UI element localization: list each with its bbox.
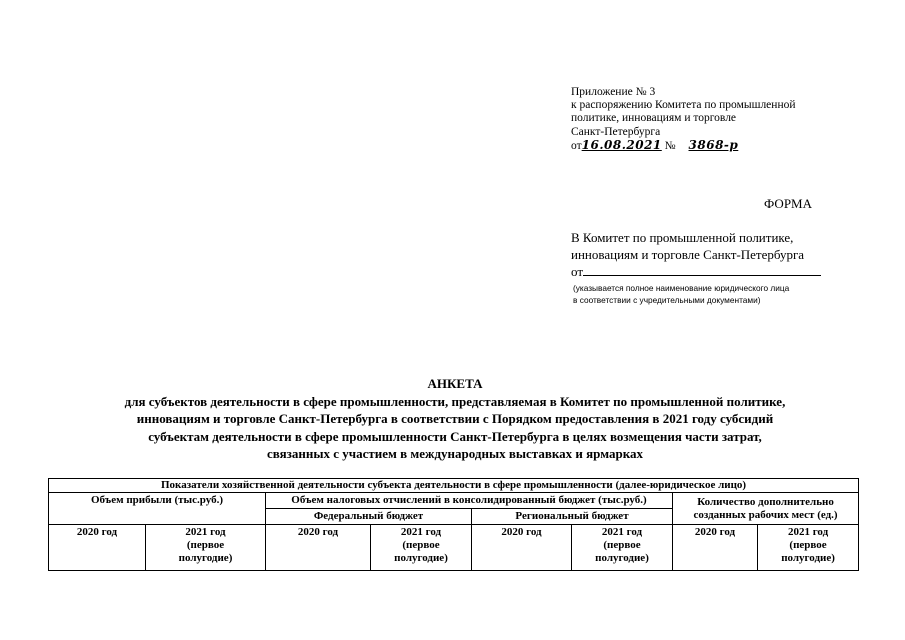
profit-2021 xyxy=(146,525,266,571)
half-year-label: полугодие) xyxy=(394,552,448,564)
appendix-block xyxy=(571,86,796,153)
year-2021-label: 2021 год xyxy=(787,526,829,538)
half-year-label: (первое xyxy=(789,539,827,551)
handwritten-order-number: 3868-р xyxy=(688,137,739,152)
title-line-4: связанных с участием в международных выставках и ярмарках xyxy=(267,446,643,461)
addressee-line-2: инновациям и торговле Санкт-Петербурга xyxy=(571,247,805,262)
date-prefix: от xyxy=(571,139,582,152)
federal-2021 xyxy=(371,525,472,571)
appendix-committee-line: политике, инновациям и торговле xyxy=(571,112,737,125)
note-line-1: (указывается полное наименование юридического лица xyxy=(573,283,790,293)
federal-2020: 2020 год xyxy=(266,525,371,571)
jobs-2021 xyxy=(758,525,859,571)
handwritten-date: 16.08.2021 xyxy=(581,137,662,152)
indicators-table xyxy=(48,478,859,571)
regional-2020: 2020 год xyxy=(472,525,572,571)
half-year-label: полугодие) xyxy=(781,552,835,564)
tax-header: Объем налоговых отчислений в консолидированный бюджет (тыс.руб.) xyxy=(266,493,673,509)
table-row xyxy=(49,525,859,571)
half-year-label: полугодие) xyxy=(595,552,649,564)
jobs-header xyxy=(673,493,859,525)
form-label: ФОРМА xyxy=(764,196,812,211)
half-year-label: (первое xyxy=(186,539,225,551)
appendix-number: Приложение № 3 xyxy=(571,86,656,98)
document-title xyxy=(40,375,870,463)
title-line-3: субъектам деятельности в сфере промышленности Санкт-Петербурга в целях возмещения части затрат, xyxy=(148,428,762,444)
half-year-label: (первое xyxy=(402,539,440,551)
federal-budget-header: Федеральный бюджет xyxy=(266,509,472,525)
title-heading: АНКЕТА xyxy=(427,376,483,391)
company-name-note xyxy=(573,282,789,306)
company-name-blank xyxy=(583,264,821,276)
profit-header: Объем прибыли (тыс.руб.) xyxy=(49,493,266,525)
table-row xyxy=(49,479,859,493)
regional-budget-header: Региональный бюджет xyxy=(472,509,673,525)
table-row xyxy=(49,493,859,509)
addressee-from-line xyxy=(571,263,821,280)
appendix-city-line: Санкт-Петербурга xyxy=(571,125,661,138)
appendix-order-line: к распоряжению Комитета по промышленной xyxy=(571,99,796,112)
addressee-block xyxy=(571,229,821,280)
title-line-2: инновациям и торговле Санкт-Петербурга в соответствии с Порядком предоставления в 2021 году субсидий xyxy=(136,411,774,426)
half-year-label: (первое xyxy=(603,539,641,551)
year-2021-label: 2021 год xyxy=(601,526,643,538)
profit-2020: 2020 год xyxy=(49,525,146,571)
note-line-2: в соответствии с учредительными документами) xyxy=(573,295,761,305)
from-prefix: от xyxy=(571,264,584,279)
jobs-header-text: Количество дополнительно созданных рабочих мест (ед.) xyxy=(693,495,838,521)
title-line-1: для субъектов деятельности в сфере промышленности, представляемая в Комитет по промышленной политике, xyxy=(124,393,786,409)
number-prefix: № xyxy=(664,139,676,152)
addressee-line-1: В Комитет по промышленной политике, xyxy=(571,230,794,245)
appendix-date-line xyxy=(571,139,796,153)
jobs-2020: 2020 год xyxy=(673,525,758,571)
half-year-label: полугодие) xyxy=(178,552,233,564)
year-2021-label: 2021 год xyxy=(400,526,442,538)
regional-2021 xyxy=(572,525,673,571)
year-2021-label: 2021 год xyxy=(185,526,226,538)
table-main-header: Показатели хозяйственной деятельности субъекта деятельности в сфере промышленности (далее-юридическое лицо) xyxy=(49,479,859,493)
